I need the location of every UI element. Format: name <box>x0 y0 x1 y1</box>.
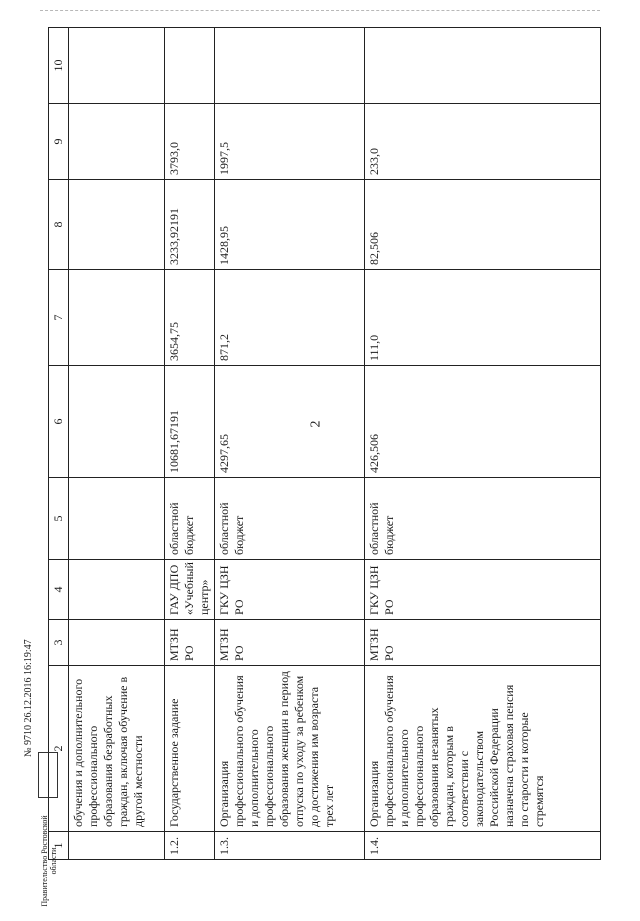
amount-cell: 871,2 <box>215 270 365 366</box>
table-header-cell: 7 <box>49 270 69 366</box>
row-number-cell <box>69 832 165 860</box>
event-name-cell: Организация профессионального обучения и дополнительного профессионального образования женщин в период отпуска по уходу за ребенком до достижения им возраста трех лет <box>215 666 365 832</box>
note-cell <box>165 28 215 104</box>
amount-cell: 1428,95 <box>215 180 365 270</box>
page-number: 2 <box>308 420 324 428</box>
table-header-cell: 10 <box>49 28 69 104</box>
amount-cell <box>69 180 165 270</box>
responsible-cell: МТЗН РО <box>165 620 215 666</box>
table-row <box>165 28 215 860</box>
amount-cell <box>69 104 165 180</box>
amount-cell: 82,506 <box>365 180 601 270</box>
event-name-cell: Организация профессионального обучения и дополнительного профессионального образования незанятых граждан, которым в соответствии с законодательством Российской Федерации назначена страховая пенсия по старости и которые стремятся <box>365 666 601 832</box>
table-header-cell: 3 <box>49 620 69 666</box>
executor-cell: ГКУ ЦЗН РО <box>365 560 601 620</box>
event-name-cell: Государственное задание <box>165 666 215 832</box>
amount-cell: 111,0 <box>365 270 601 366</box>
note-cell <box>69 28 165 104</box>
amount-cell: 1997,5 <box>215 104 365 180</box>
funding-source-cell: областной бюджет <box>365 478 601 560</box>
responsible-cell: МТЗН РО <box>215 620 365 666</box>
stamp-caption: Правительство Ростовской области <box>40 815 58 907</box>
table-header-row <box>49 28 69 860</box>
responsible-cell: МТЗН РО <box>365 620 601 666</box>
registration-stamp <box>35 752 59 907</box>
row-number-cell: 1.2. <box>165 832 215 860</box>
amount-cell <box>69 366 165 478</box>
executor-cell <box>69 560 165 620</box>
executor-cell: ГАУ ДПО «Учебный центр» <box>165 560 215 620</box>
funding-source-cell: областной бюджет <box>215 478 365 560</box>
table-header-cell: 9 <box>49 104 69 180</box>
note-cell <box>365 28 601 104</box>
funding-source-cell <box>69 478 165 560</box>
table-header-cell: 4 <box>49 560 69 620</box>
amount-cell: 10681,67191 <box>165 366 215 478</box>
executor-cell: ГКУ ЦЗН РО <box>215 560 365 620</box>
event-name-cell: обучения и дополнительного профессионального образования безработных граждан, включая обучение в другой местности <box>69 666 165 832</box>
table-row <box>365 28 601 860</box>
table-row <box>215 28 365 860</box>
amount-cell: 3233,92191 <box>165 180 215 270</box>
document-registration-number: № 9710 26.12.2016 16:19:47 <box>23 639 34 757</box>
amount-cell: 4297,65 <box>215 366 365 478</box>
amount-cell: 3793,0 <box>165 104 215 180</box>
scan-top-line <box>40 10 600 11</box>
table-header-cell: 2 <box>49 666 69 832</box>
amount-cell: 426,506 <box>365 366 601 478</box>
stamp-frame <box>38 752 58 798</box>
amount-cell: 233,0 <box>365 104 601 180</box>
amount-cell <box>69 270 165 366</box>
funding-source-cell: областной бюджет <box>165 478 215 560</box>
table-header-cell: 5 <box>49 478 69 560</box>
table-header-cell: 6 <box>49 366 69 478</box>
amount-cell: 3654,75 <box>165 270 215 366</box>
row-number-cell: 1.3. <box>215 832 365 860</box>
table-header-cell: 1 <box>49 832 69 860</box>
table-header-cell: 8 <box>49 180 69 270</box>
table-row <box>69 28 165 860</box>
note-cell <box>215 28 365 104</box>
responsible-cell <box>69 620 165 666</box>
row-number-cell: 1.4. <box>365 832 601 860</box>
budget-table <box>48 27 601 860</box>
rotated-table-container <box>48 28 601 860</box>
